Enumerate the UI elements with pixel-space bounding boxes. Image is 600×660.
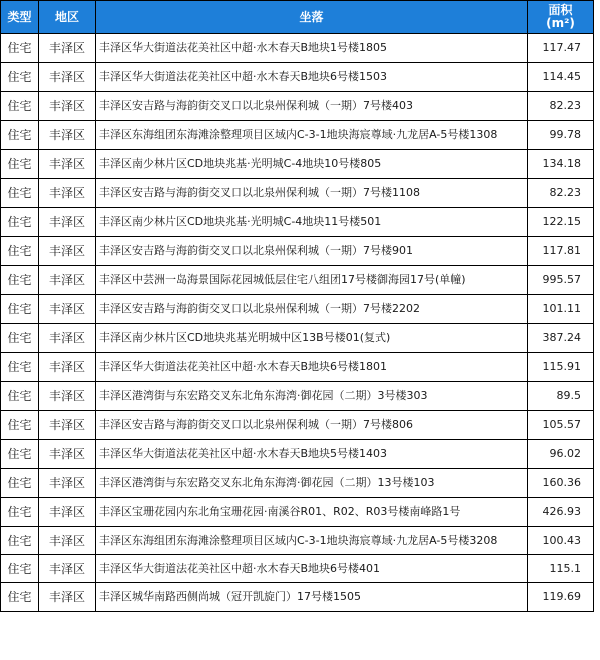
cell-location: 丰泽区港湾街与东宏路交叉东北角东海湾·御花园（二期）13号楼103	[96, 469, 528, 498]
cell-area: 82.23	[528, 179, 594, 208]
table-row	[1, 179, 594, 208]
cell-location: 丰泽区南少林片区CD地块兆基光明城中区13B号楼01(复式)	[96, 324, 528, 353]
cell-type: 住宅	[1, 382, 39, 411]
table-row	[1, 527, 594, 555]
cell-district: 丰泽区	[39, 150, 96, 179]
cell-area: 426.93	[528, 498, 594, 527]
cell-type: 住宅	[1, 92, 39, 121]
table-body	[1, 34, 594, 612]
cell-area: 115.91	[528, 353, 594, 382]
cell-type: 住宅	[1, 583, 39, 612]
cell-type: 住宅	[1, 150, 39, 179]
table-row	[1, 208, 594, 237]
cell-type: 住宅	[1, 34, 39, 63]
header-district: 地区	[39, 1, 96, 34]
cell-district: 丰泽区	[39, 237, 96, 266]
table-row	[1, 295, 594, 324]
cell-type: 住宅	[1, 324, 39, 353]
table-row	[1, 237, 594, 266]
table-header	[1, 1, 594, 34]
cell-district: 丰泽区	[39, 295, 96, 324]
cell-type: 住宅	[1, 208, 39, 237]
cell-district: 丰泽区	[39, 555, 96, 583]
table-row	[1, 324, 594, 353]
cell-location: 丰泽区华大街道法花美社区中超·水木春天B地块6号楼1503	[96, 63, 528, 92]
cell-district: 丰泽区	[39, 208, 96, 237]
cell-type: 住宅	[1, 121, 39, 150]
table-row	[1, 440, 594, 469]
cell-type: 住宅	[1, 179, 39, 208]
header-location: 坐落	[96, 1, 528, 34]
cell-area: 115.1	[528, 555, 594, 583]
cell-type: 住宅	[1, 63, 39, 92]
cell-area: 114.45	[528, 63, 594, 92]
cell-district: 丰泽区	[39, 469, 96, 498]
cell-location: 丰泽区城华南路西侧尚城（冠开凯旋门）17号楼1505	[96, 583, 528, 612]
table-row	[1, 411, 594, 440]
cell-area: 117.47	[528, 34, 594, 63]
cell-location: 丰泽区东海组团东海滩涂整理项目区域内C-3-1地块海宸尊域·九龙居A-5号楼3208	[96, 527, 528, 555]
table-row	[1, 150, 594, 179]
table-row	[1, 34, 594, 63]
cell-type: 住宅	[1, 498, 39, 527]
cell-district: 丰泽区	[39, 411, 96, 440]
table-row	[1, 353, 594, 382]
cell-location: 丰泽区南少林片区CD地块兆基·光明城C-4地块11号楼501	[96, 208, 528, 237]
cell-area: 100.43	[528, 527, 594, 555]
cell-area: 122.15	[528, 208, 594, 237]
cell-type: 住宅	[1, 440, 39, 469]
table-row	[1, 382, 594, 411]
table-row	[1, 92, 594, 121]
cell-location: 丰泽区华大街道法花美社区中超·水木春天B地块6号楼401	[96, 555, 528, 583]
cell-location: 丰泽区南少林片区CD地块兆基·光明城C-4地块10号楼805	[96, 150, 528, 179]
cell-location: 丰泽区安吉路与海韵街交叉口以北泉州保利城（一期）7号楼901	[96, 237, 528, 266]
cell-district: 丰泽区	[39, 527, 96, 555]
cell-area: 119.69	[528, 583, 594, 612]
cell-district: 丰泽区	[39, 63, 96, 92]
cell-area: 387.24	[528, 324, 594, 353]
cell-area: 89.5	[528, 382, 594, 411]
cell-district: 丰泽区	[39, 498, 96, 527]
cell-location: 丰泽区东海组团东海滩涂整理项目区域内C-3-1地块海宸尊域·九龙居A-5号楼1308	[96, 121, 528, 150]
cell-location: 丰泽区华大街道法花美社区中超·水木春天B地块6号楼1801	[96, 353, 528, 382]
cell-area: 82.23	[528, 92, 594, 121]
cell-type: 住宅	[1, 295, 39, 324]
cell-district: 丰泽区	[39, 583, 96, 612]
cell-district: 丰泽区	[39, 121, 96, 150]
cell-location: 丰泽区中芸洲一岛海景国际花园城低层住宅八组团17号楼御海园17号(单幢)	[96, 266, 528, 295]
cell-area: 160.36	[528, 469, 594, 498]
cell-type: 住宅	[1, 555, 39, 583]
cell-location: 丰泽区安吉路与海韵街交叉口以北泉州保利城（一期）7号楼403	[96, 92, 528, 121]
cell-area: 99.78	[528, 121, 594, 150]
cell-district: 丰泽区	[39, 92, 96, 121]
cell-district: 丰泽区	[39, 382, 96, 411]
header-row	[1, 1, 594, 34]
cell-type: 住宅	[1, 266, 39, 295]
header-type: 类型	[1, 1, 39, 34]
cell-district: 丰泽区	[39, 179, 96, 208]
cell-area: 96.02	[528, 440, 594, 469]
table-row	[1, 498, 594, 527]
cell-district: 丰泽区	[39, 266, 96, 295]
cell-location: 丰泽区华大街道法花美社区中超·水木春天B地块1号楼1805	[96, 34, 528, 63]
header-area-label: 面积	[548, 3, 573, 17]
table-row	[1, 469, 594, 498]
table-row	[1, 266, 594, 295]
cell-location: 丰泽区安吉路与海韵街交叉口以北泉州保利城（一期）7号楼806	[96, 411, 528, 440]
cell-area: 995.57	[528, 266, 594, 295]
cell-location: 丰泽区港湾街与东宏路交叉东北角东海湾·御花园（二期）3号楼303	[96, 382, 528, 411]
cell-location: 丰泽区华大街道法花美社区中超·水木春天B地块5号楼1403	[96, 440, 528, 469]
cell-area: 105.57	[528, 411, 594, 440]
cell-type: 住宅	[1, 469, 39, 498]
cell-district: 丰泽区	[39, 440, 96, 469]
cell-type: 住宅	[1, 411, 39, 440]
cell-type: 住宅	[1, 527, 39, 555]
cell-location: 丰泽区宝珊花园内东北角宝珊花园·南溪谷R01、R02、R03号楼南峰路1号	[96, 498, 528, 527]
cell-location: 丰泽区安吉路与海韵街交叉口以北泉州保利城（一期）7号楼1108	[96, 179, 528, 208]
cell-type: 住宅	[1, 353, 39, 382]
cell-area: 101.11	[528, 295, 594, 324]
table-row	[1, 583, 594, 612]
cell-type: 住宅	[1, 237, 39, 266]
cell-area: 134.18	[528, 150, 594, 179]
header-area-unit: (m²)	[546, 16, 575, 30]
table-row	[1, 555, 594, 583]
cell-area: 117.81	[528, 237, 594, 266]
header-area	[528, 1, 594, 34]
cell-district: 丰泽区	[39, 324, 96, 353]
cell-location: 丰泽区安吉路与海韵街交叉口以北泉州保利城（一期）7号楼2202	[96, 295, 528, 324]
cell-district: 丰泽区	[39, 34, 96, 63]
table-row	[1, 121, 594, 150]
table-row	[1, 63, 594, 92]
cell-district: 丰泽区	[39, 353, 96, 382]
